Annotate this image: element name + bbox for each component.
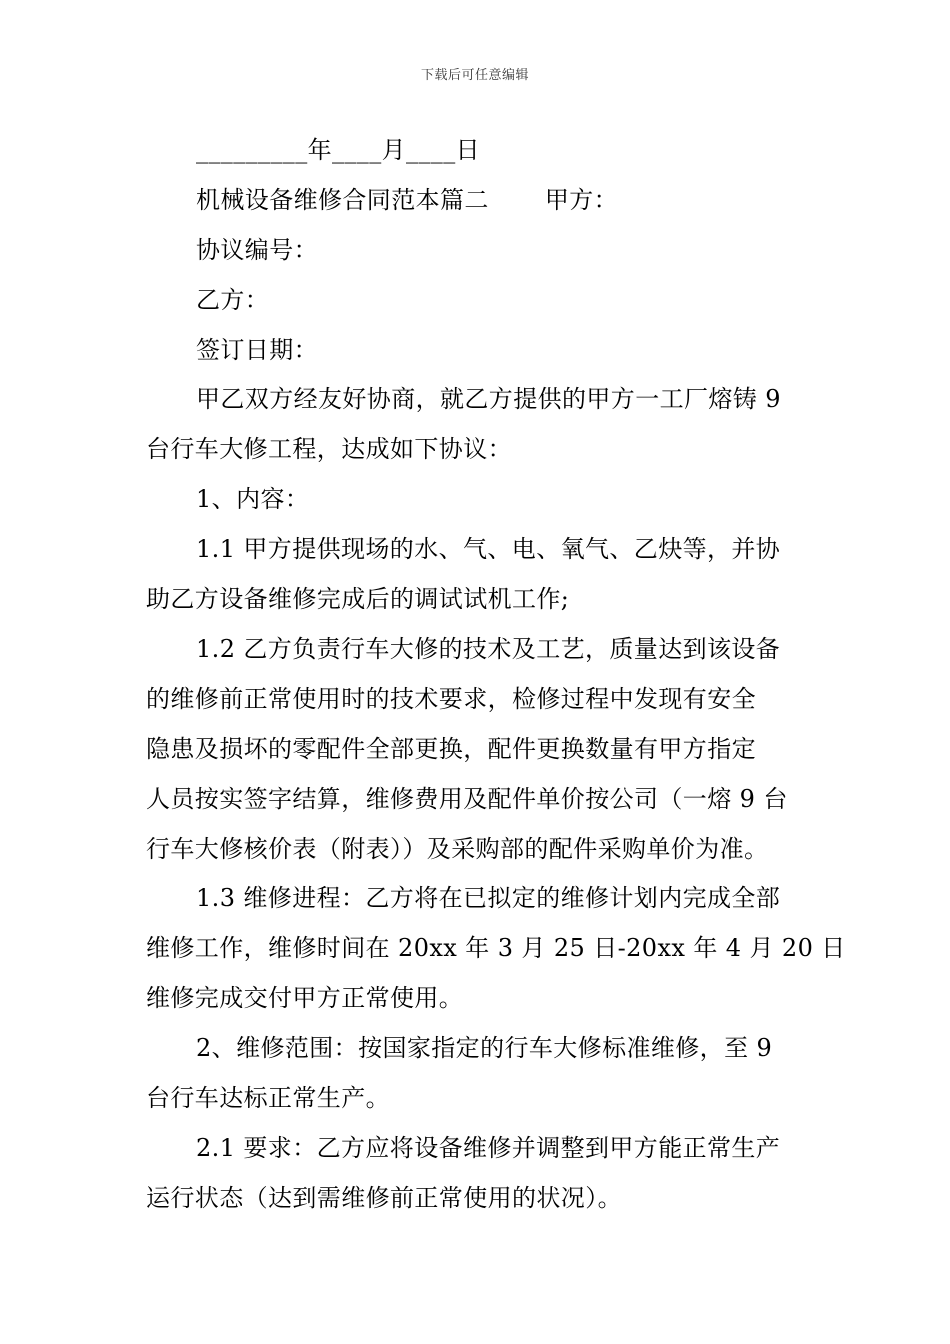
clause-1-2-line-1: 1.2 乙方负责行车大修的技术及工艺，质量达到该设备 bbox=[196, 635, 781, 663]
title-party-a-line bbox=[196, 185, 811, 215]
clause-1-3-line-1: 1.3 维修进程：乙方将在已拟定的维修计划内完成全部 bbox=[196, 884, 781, 912]
party-b-label: 乙方： bbox=[196, 286, 270, 314]
clause-1-2-line-5: 行车大修核价表（附表））及采购部的配件采购单价为准。 bbox=[146, 835, 769, 863]
clause-2-1-line-1: 2.1 要求：乙方应将设备维修并调整到甲方能正常生产 bbox=[196, 1134, 781, 1162]
section-2-line-2: 台行车达标正常生产。 bbox=[146, 1084, 390, 1112]
clause-2-1-line-2: 运行状态（达到需维修前正常使用的状况）。 bbox=[146, 1184, 622, 1212]
party-a-label: 甲方： bbox=[544, 186, 619, 214]
document-title: 机械设备维修合同范本篇二 bbox=[196, 186, 489, 214]
clause-1-2-line-2: 的维修前正常使用时的技术要求，检修过程中发现有安全 bbox=[146, 685, 756, 713]
clause-1-1-line-2: 助乙方设备维修完成后的调试试机工作; bbox=[146, 585, 570, 613]
clause-1-1-line-1: 1.1 甲方提供现场的水、气、电、氧气、乙炔等，并协 bbox=[196, 535, 781, 563]
page-header-note: 下载后可任意编辑 bbox=[420, 68, 529, 83]
clause-1-3-line-2: 维修工作，维修时间在 20xx 年 3 月 25 日-20xx 年 4 月 20 日 bbox=[146, 934, 846, 962]
section-1-heading: 1、内容： bbox=[196, 485, 310, 513]
sign-date-label: 签订日期： bbox=[196, 336, 318, 364]
intro-line-2: 台行车大修工程，达成如下协议： bbox=[146, 435, 512, 463]
intro-line-1: 甲乙双方经友好协商，就乙方提供的甲方一工厂熔铸 9 bbox=[196, 385, 781, 413]
date-line: _________年____月____日 bbox=[196, 136, 480, 164]
section-2-line-1: 2、维修范围：按国家指定的行车大修标准维修，至 9 bbox=[196, 1034, 773, 1062]
agreement-number-label: 协议编号： bbox=[196, 236, 318, 264]
clause-1-2-line-3: 隐患及损坏的零配件全部更换，配件更换数量有甲方指定 bbox=[146, 735, 756, 763]
clause-1-3-line-3: 维修完成交付甲方正常使用。 bbox=[146, 984, 464, 1012]
clause-1-2-line-4: 人员按实签字结算，维修费用及配件单价按公司（一熔 9 台 bbox=[146, 785, 788, 813]
